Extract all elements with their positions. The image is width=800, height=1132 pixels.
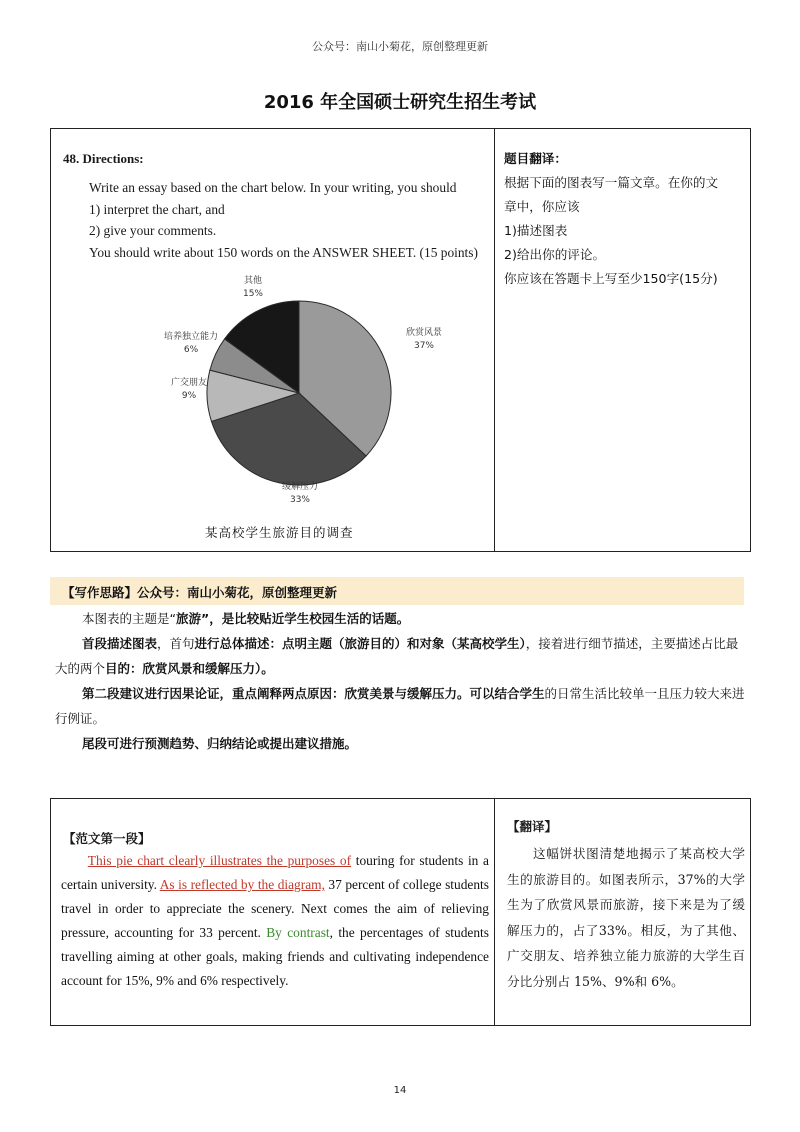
pie-label-value: 15%: [242, 289, 263, 299]
ideas-text: 的日常生活比较单一且压力较大来进行例证。: [55, 686, 745, 726]
ideas-bold: 首段描述图表: [82, 636, 158, 651]
translation-title: 题目翻译：: [504, 151, 567, 166]
pie-label-scenery: [389, 327, 459, 353]
pie-label-value: 33%: [289, 495, 310, 505]
essay-phrase: As is reflected by the diagram,: [159, 877, 325, 892]
pie-label-pressure: [265, 481, 335, 507]
translation-line: 章中，你应该: [504, 199, 580, 214]
ideas-bold: 进行总体描述：点明主题（旅游目的）和对象（某高校学生）: [194, 636, 526, 651]
essay-text: touring for students in a certain university.: [61, 853, 489, 892]
ideas-paragraph: [55, 681, 745, 731]
essay-phrase: This pie chart clearly illustrates the purposes of: [87, 853, 352, 868]
directions-line: 1) interpret the chart, and: [89, 201, 225, 217]
writing-ideas: [55, 606, 745, 756]
ideas-paragraph: [55, 731, 745, 756]
ideas-bold: 尾段可进行预测趋势、归纳结论或提出建议措施。: [82, 736, 358, 751]
pie-label-category: 缓解压力: [281, 482, 318, 492]
sample-box: [50, 798, 751, 1026]
ideas-heading: 【写作思路】公众号：南山小菊花，原创整理更新: [50, 577, 744, 605]
page-title: 2016 年全国硕士研究生招生考试: [263, 92, 537, 113]
ideas-bold: 第二段建议进行因果论证: [82, 686, 220, 701]
pie-label-category: 广交朋友: [170, 378, 207, 388]
column-divider: [494, 799, 495, 1025]
page-number: 14: [393, 1085, 407, 1096]
directions-text: [89, 177, 494, 263]
translation-line: 你应该在答题卡上写至少150字(15分): [504, 271, 718, 286]
sample-essay: [61, 849, 489, 993]
directions-heading: 48. Directions:: [63, 151, 144, 166]
pie-label-value: 37%: [413, 341, 434, 351]
pie-label-value: 6%: [183, 345, 199, 355]
pie-label-independence: [153, 331, 229, 357]
ideas-bold: ，重点阐释两点原因：欣赏美景与缓解压力。可以结合学生: [219, 686, 545, 701]
pie-label-category: 培养独立能力: [163, 332, 218, 342]
essay-text: , the percentages of students travelling aiming at other goals, making friends and cultivating independence account for 15%, 9% and 6% respectively.: [61, 925, 489, 988]
translation-line: 2)给出你的评论。: [504, 247, 606, 262]
ideas-paragraph: [55, 631, 745, 681]
pie-chart: [55, 271, 493, 547]
pie-label-friends: [159, 377, 219, 403]
directions-line: You should write about 150 words on the ANSWER SHEET. (15 points): [89, 244, 478, 260]
pie-chart-svg: [55, 271, 493, 511]
ideas-paragraph: [55, 606, 745, 631]
question-box: [50, 128, 751, 552]
chart-caption: 某高校学生旅游目的调查: [205, 525, 354, 540]
question-translation: [504, 147, 749, 291]
page-header: 公众号：南山小菊花，原创整理更新: [312, 40, 488, 53]
sample-translation-text: 这幅饼状图清楚地揭示了某高校大学生的旅游目的。如图表所示，37%的大学生为了欣赏风景而旅游，接下来是为了缓解压力的，占了33%。相反，为了其他、广交朋友、培养独立能力旅游的大学生百分比分别占 15%、9%和 6%。: [507, 846, 745, 989]
sample-title: 【范文第一段】: [63, 831, 151, 846]
essay-text: 37 percent of college students travel in order to appreciate the scenery. Next comes the aim of relieving pressure, accounting for 33 percent.: [61, 877, 489, 940]
directions-line: Write an essay based on the chart below. In your writing, you should: [89, 180, 457, 195]
pie-label-category: 欣赏风景: [405, 328, 442, 338]
ideas-bold: 旅游”，是比较贴近学生校园生活的话题。: [175, 611, 410, 626]
ideas-text: ，接着进行细节描述，主要描述占比最大的两个: [55, 636, 739, 676]
translation-line: 1)描述图表: [504, 223, 568, 238]
pie-label-value: 9%: [181, 391, 197, 401]
pie-label-other: [223, 275, 283, 301]
ideas-text: 本图表的主题是“: [82, 611, 176, 626]
column-divider: [494, 129, 495, 551]
directions-line: 2) give your comments.: [89, 223, 217, 238]
pie-label-category: 其他: [243, 276, 262, 286]
ideas-text: ，首句: [157, 636, 195, 651]
sample-translation-title: 【翻译】: [507, 819, 558, 834]
essay-transition: By contrast: [266, 925, 330, 940]
ideas-bold: 目的：欣赏风景和缓解压力）。: [105, 661, 274, 676]
translation-line: 根据下面的图表写一篇文章。在你的文: [504, 175, 719, 190]
